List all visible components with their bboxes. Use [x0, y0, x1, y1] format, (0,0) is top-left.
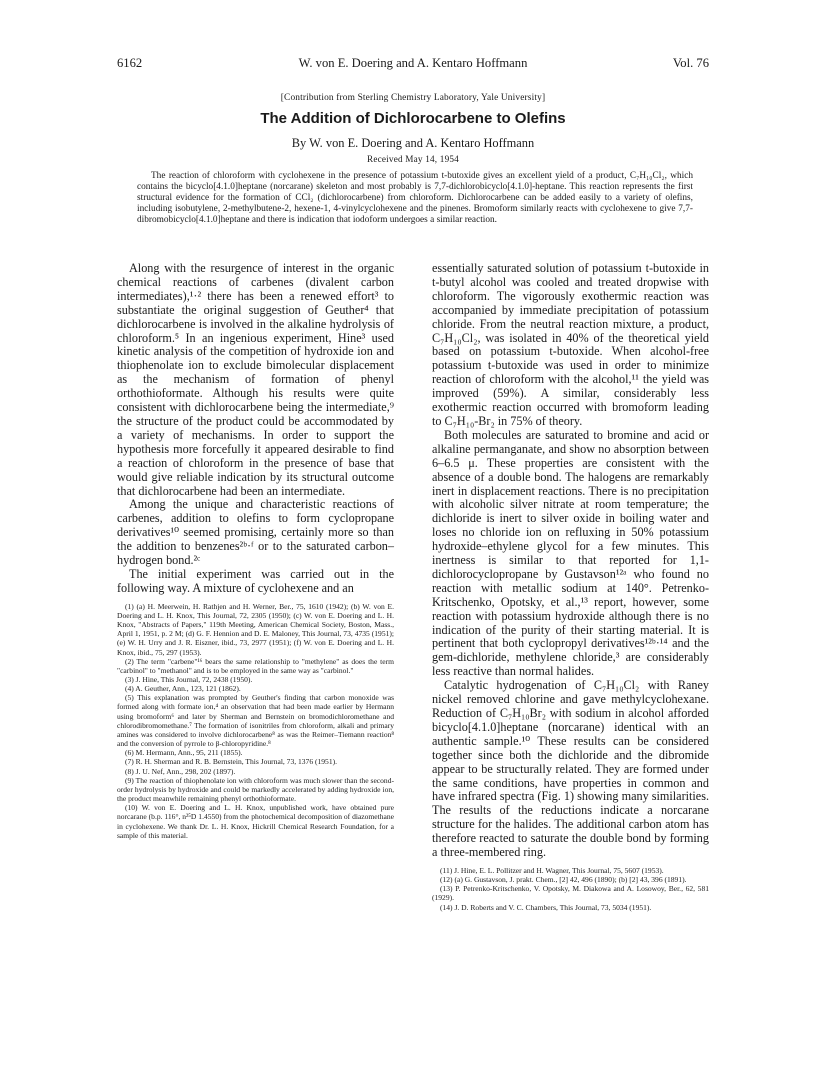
body-paragraph: essentially saturated solution of potassium t-butoxide in t-butyl alcohol was cooled and treated dropwise with chloroform. The vigorously exothermic reaction was accompanied by immediate precipitation of potassium chloride. From the neutral reaction mixture, a product, C₇H₁₀Cl₂, was isolated in 40% of the theoretical yield based on potassium t-butoxide. When alcohol-free potassium t-butoxide was used in order to minimize reaction of chloroform with the alcohol,¹¹ the yield was improved (59%). A similar, considerably less exothermic reaction occurred with bromoform leading to C₇H₁₀-Br₂ in 75% of theory.: [432, 261, 709, 428]
footnote: (11) J. Hine, E. L. Pollitzer and H. Wagner, This Journal, 75, 5607 (1953).: [440, 865, 664, 875]
left-column: [117, 262, 394, 840]
footnote: (4) A. Geuther, Ann., 123, 121 (1862).: [125, 684, 241, 694]
right-body: [432, 262, 709, 860]
footnote: (6) M. Hermann, Ann., 95, 211 (1855).: [125, 748, 243, 758]
footnotes: [432, 866, 709, 912]
body-paragraph: Catalytic hydrogenation of C₇H₁₀Cl₂ with Raney nickel removed chlorine and gave methylcyclohexane. Reduction of C₇H₁₀Br₂ with sodium in alcohol afforded bicyclo[4.1.0]heptane (norcarane) identical with an authentic sample.¹⁰ These results can be considered together since both the dichloride and the dibromide appear to be structurally related. They are formed under the same conditions, have properties in common and have infrared spectra (Fig. 1) showing many similarities. The results of the reductions indicate a norcarane structure for the halides. The additional carbon atom has therefore reacted to saturate the double bond by forming a three-membered ring.: [432, 678, 709, 860]
body-paragraph: The initial experiment was carried out in the following way. A mixture of cyclohexene and an: [117, 566, 394, 595]
right-column: [432, 262, 709, 912]
footnote: (10) W. von E. Doering and L. H. Knox, unpublished work, have obtained pure norcarane (b.p. 116°, n²⁵D 1.4550) from the photochemical decomposition of diazomethane in cyclohexene. We thank Dr. L. H. Knox, Hickrill Chemical Research Foundation, for a sample of this material.: [117, 803, 394, 840]
footnotes: [117, 602, 394, 840]
footnote: (14) J. D. Roberts and V. C. Chambers, This Journal, 73, 5034 (1951).: [440, 902, 652, 912]
footnote: (5) This explanation was prompted by Geuther's finding that carbon monoxide was formed along with formate ion,⁴ an observation that had been made earlier by Hermann using bromoform⁶ and later by Sherman and Bernstein on bromodichloromethane and chlorodibromomethane.⁷ The formation of isonitriles from chloroform, alkali and primary amines was considered to involve dichlorocarbene⁸ as was the Reimer–Tiemann reaction⁸ and the conversion of pyrrole to β-chloropyridine.⁸: [117, 693, 394, 749]
footnote: (9) The reaction of thiophenolate ion with chloroform was much slower than the second-order hydrolysis by hydroxide and could be markedly accelerated by adding hydroxide ion, the product meanwhile remaining phenyl orthothioformate.: [117, 775, 394, 804]
body-paragraph: Among the unique and characteristic reactions of carbenes, addition to olefins to form cyclopropane derivatives¹⁰ seemed promising, certainly more so than the addition to benzenes²ᵇ·ᶠ or to the saturated carbon–hydrogen bond.²ᶜ: [117, 497, 394, 568]
received-date: Received May 14, 1954: [367, 154, 459, 164]
page-number: 6162: [117, 56, 143, 70]
running-authors: W. von E. Doering and A. Kentaro Hoffmann: [298, 56, 528, 70]
body-paragraph: Along with the resurgence of interest in the organic chemical reactions of carbenes (divalent carbon intermediates),¹·² there has been a renewed effort³ to substantiate the original suggestion of Geuther⁴ that dichlorocarbene is involved in the alkaline hydrolysis of chloroform.⁵ In an ingenious experiment, Hine³ used kinetic analysis of the competition of hydroxide ion and thiophenolate ion to exclude bimolecular displacement as the mechanism of formation of phenyl orthothioformate. Although his results were quite consistent with dichlorocarbene being the intermediate,⁹ the structure of the product could be accommodated by a variety of mechanisms. In order to support the hypothesis more forcefully it appeared desirable to find a reaction of chloroform in the presence of base that would give reliable indication by its structural outcome that dichlorocarbene had been an intermediate.: [117, 261, 394, 498]
footnote: (12) (a) G. Gustavson, J. prakt. Chem., [2] 42, 496 (1890); (b) [2] 43, 396 (1891).: [440, 875, 687, 885]
contribution-line: [Contribution from Sterling Chemistry Laboratory, Yale University]: [280, 93, 546, 103]
abstract: The reaction of chloroform with cyclohexene in the presence of potassium t-butoxide gives an excellent yield of a product, C₇H₁₀Cl₂, which contains the bicyclo[4.1.0]heptane (norcarane) skeleton and most probably is 7,7-dichlorobicyclo[4.1.0]-heptane. This reaction represents the first structural evidence for the formation of CCl₂ (dichlorocarbene) from chloroform. Dichlorocarbene can be added easily to a variety of olefins, including isobutylene, 2-methylbutene-2, hexene-1, 4-vinylcyclohexene and the pinenes. Bromoform similarly reacts with cyclohexene to give 7,7-dibromobicyclo[4.1.0]heptane and there is indication that iodoform undergoes a similar reaction.: [137, 171, 693, 225]
running-header: [117, 56, 709, 72]
footnote: (1) (a) H. Meerwein, H. Rathjen and H. Werner, Ber., 75, 1610 (1942); (b) W. von E. Doering and L. H. Knox, This Journal, 72, 2305 (1950); (c) W. von E. Doering and L. H. Knox, "Abstracts of Papers," 119th Meeting, American Chemical Society, Boston, Mass., April 1, 1951, p. 2 M; (d) G. F. Hennion and D. E. Maloney, This Journal, 73, 4735 (1951); (e) W. H. Urry and J. R. Eiszner, ibid., 73, 2977 (1951); (f) W. von E. Doering and L. H. Knox, ibid., 75, 297 (1953).: [117, 601, 394, 657]
footnote: (8) J. U. Nef, Ann., 298, 202 (1897).: [125, 766, 236, 776]
footnote: (7) R. H. Sherman and R. B. Bernstein, This Journal, 73, 1376 (1951).: [125, 757, 337, 767]
article-title: The Addition of Dichlorocarbene to Olefins: [260, 110, 566, 127]
left-body: [117, 262, 394, 596]
byline: By W. von E. Doering and A. Kentaro Hoffmann: [291, 136, 535, 150]
body-paragraph: Both molecules are saturated to bromine and acid or alkaline permanganate, and show no absorption between 6–6.5 μ. These properties are consistent with the absence of a double bond. The halogens are remarkably inert in displacement reactions. There is no precipitation with alcoholic silver nitrate at room temperature; the dichloride is inert to silver oxide in boiling water and loses no chloride ion on refluxing in 50% potassium hydroxide–ethylene glycol for a few minutes. This inertness is similar to that reported for 1,1-dichlorocyclopropane by Gustavson¹²ᵃ who found no reaction with metallic sodium at 140°. Petrenko-Kritschenko, Opotsky, et al.,¹³ report, however, some reaction with potassium hydroxide although there is no indication of the purity of their starting material. It is pertinent that both cyclopropyl derivatives¹²ᵇ·¹⁴ and the gem-dichloride, methylene chloride,³ are considerably less reactive than normal halides.: [432, 427, 709, 679]
footnote: (13) P. Petrenko-Kritschenko, V. Opotsky, M. Diakowa and A. Losowoy, Ber., 62, 581 (1929).: [432, 884, 709, 903]
footnote: (2) The term "carbene"¹⁶ bears the same relationship to "methylene" as does the term "carbinol" to "methanol" and is to be employed in the same way as "carbinol.": [117, 656, 394, 675]
footnote: (3) J. Hine, This Journal, 72, 2438 (1950).: [125, 675, 253, 684]
volume-label: Vol. 76: [672, 56, 709, 70]
